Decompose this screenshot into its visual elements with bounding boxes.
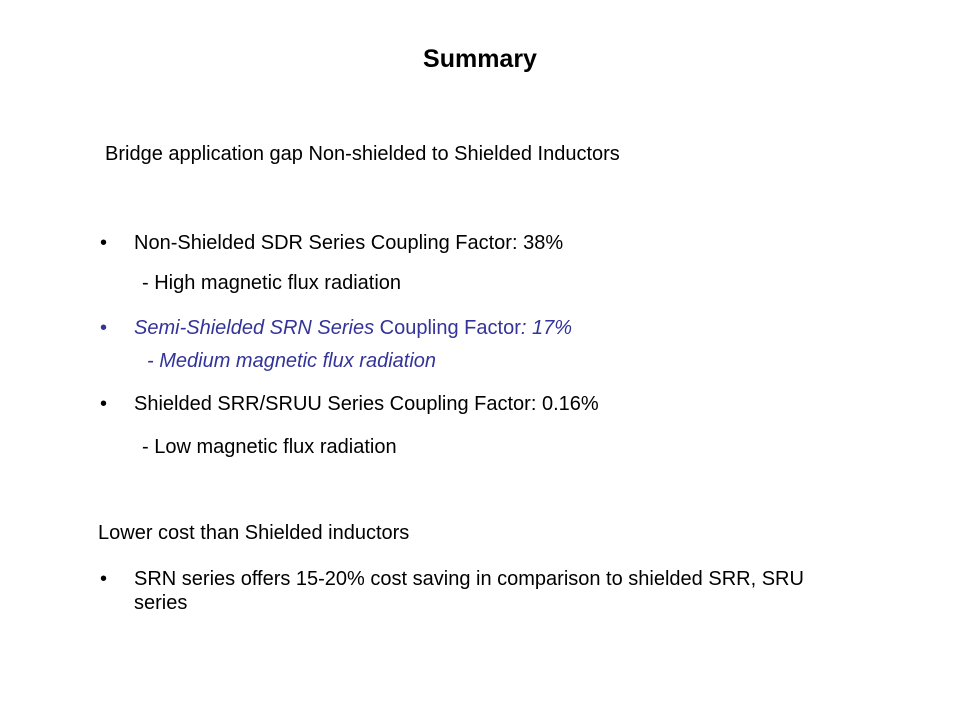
bullet-dot: • [100, 568, 108, 590]
bullet-dot: • [100, 317, 108, 339]
bullet-text: Non-Shielded SDR Series Coupling Factor: 38% [134, 232, 564, 254]
bullet-dot: • [100, 232, 108, 254]
bullet-item-srr [100, 392, 599, 416]
cost-bullet-dot [100, 567, 134, 591]
bullet-item-srn [100, 316, 572, 340]
cost-heading: Lower cost than Shielded inductors [98, 522, 410, 544]
sub-item-sdr: - High magnetic flux radiation [142, 272, 402, 294]
sub-item-srn: - Medium magnetic flux radiation [147, 350, 437, 372]
bullet-dot: • [100, 393, 108, 415]
bullet-text-italic: Semi-Shielded SRN Series [134, 317, 375, 339]
bullet-text: Shielded SRR/SRUU Series Coupling Factor: 0.16% [134, 393, 599, 415]
cost-bullet-text: SRN series offers 15-20% cost saving in comparison to shielded SRR, SRU series [134, 568, 804, 614]
bullet-text-italic-value: : 17% [520, 317, 573, 339]
slide-title: Summary [423, 45, 537, 73]
sub-item-srr: - Low magnetic flux radiation [142, 436, 397, 458]
bullet-text-plain: Coupling Factor [374, 317, 521, 339]
intro-text: Bridge application gap Non-shielded to Shielded Inductors [105, 143, 620, 165]
bullet-item-sdr [100, 231, 563, 255]
